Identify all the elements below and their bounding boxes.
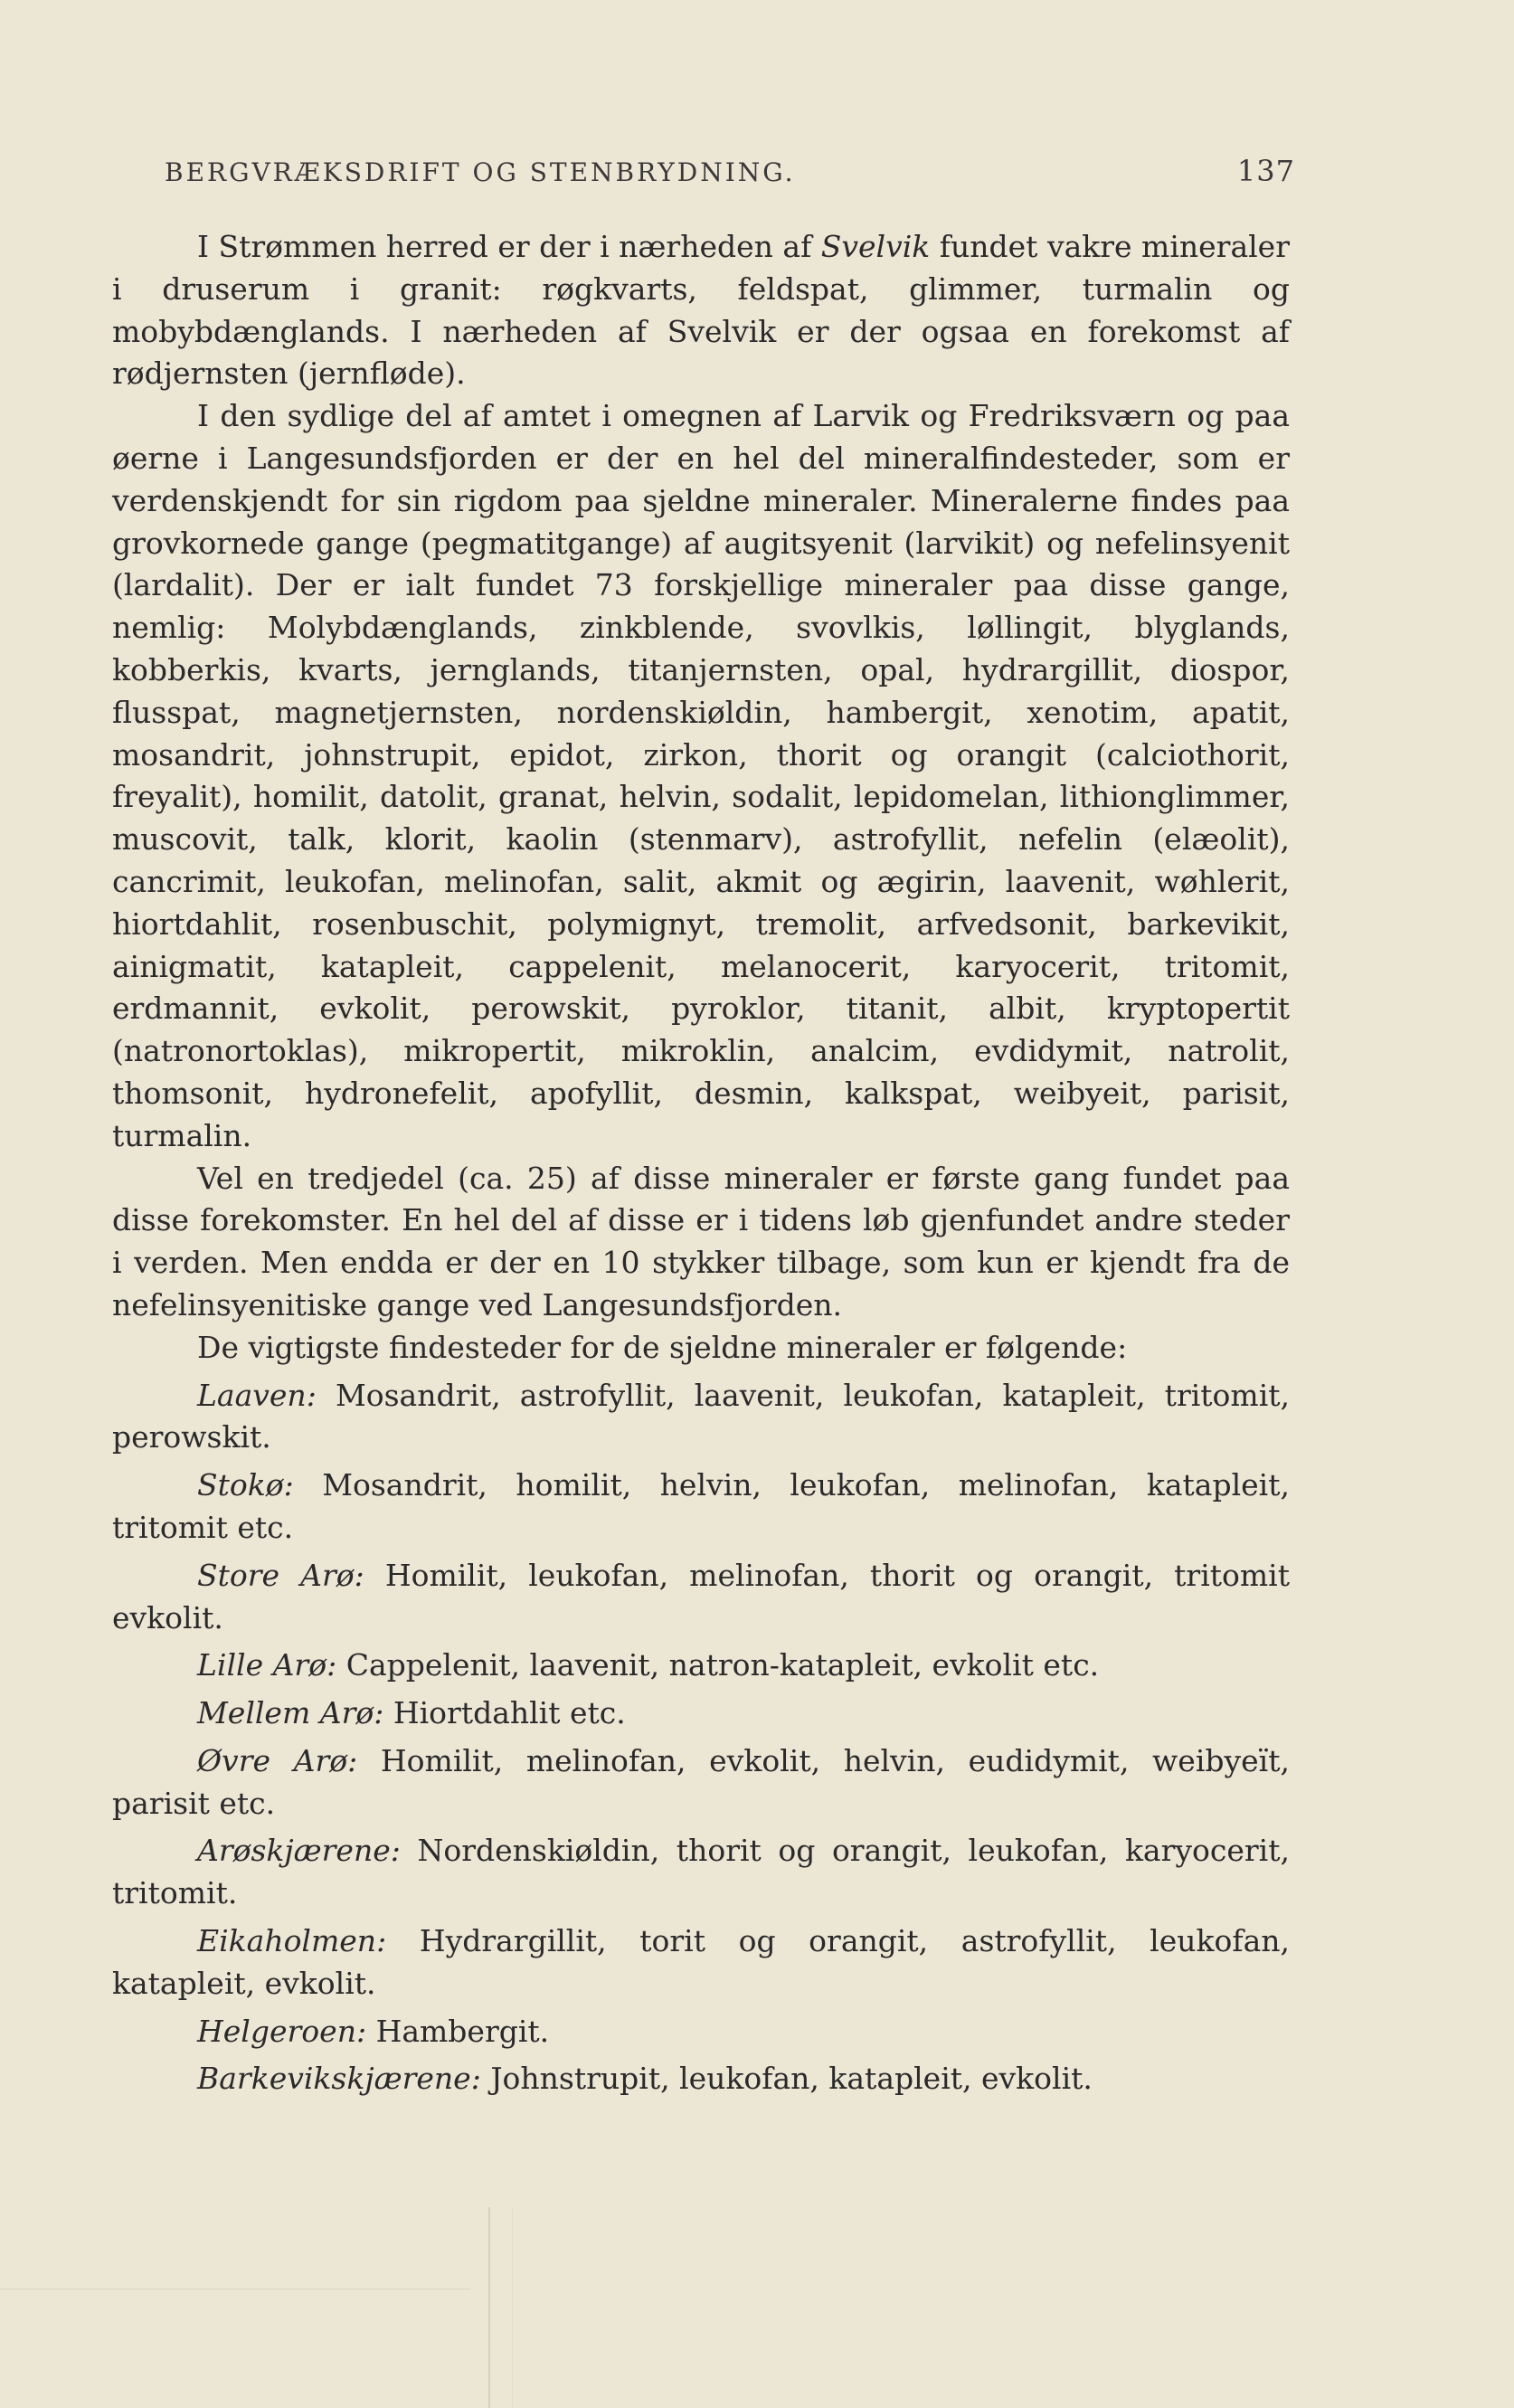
locality-minerals: Mosandrit, homilit, helvin, leukofan, melinofan, katapleit, tritomit etc.	[112, 1467, 1290, 1545]
locality-name: Arøskjærene:	[197, 1833, 401, 1869]
locality-minerals: Nordenskiøldin, thorit og orangit, leukofan, karyocerit, tritomit.	[112, 1833, 1290, 1911]
place-name: Svelvik	[820, 229, 931, 264]
locality-name: Store Arø:	[197, 1557, 364, 1593]
locality-entry	[112, 1920, 1290, 2005]
page-fold-mark	[488, 2207, 513, 2408]
locality-name: Øvre Arø:	[197, 1742, 358, 1778]
locality-minerals: Homilit, leukofan, melinofan, thorit og orangit, tritomit evkolit.	[112, 1557, 1290, 1635]
locality-entry	[112, 1645, 1290, 1687]
locality-entry	[112, 1830, 1290, 1915]
locality-name: Lille Arø:	[197, 1647, 337, 1683]
paragraph-3: Vel en tredjedel (ca. 25) af disse mineraler er første gang fundet paa disse forekomster. En hel del af disse er i tidens løb gjenfundet andre steder i verden. Men endda er der en 10 stykker tilbage, som kun er kjendt fra de nefelinsyenitiske gange ved Langesundsfjorden.	[112, 1160, 1290, 1323]
locality-minerals: Homilit, melinofan, evkolit, helvin, eudidymit, weibyeït, parisit etc.	[112, 1742, 1290, 1821]
locality-name: Eikaholmen:	[197, 1923, 387, 1959]
locality-minerals: Hambergit.	[375, 2013, 550, 2049]
locality-name: Barkevikskjærene:	[197, 2061, 481, 2097]
locality-entry	[112, 1375, 1290, 1460]
locality-name: Mellem Arø:	[197, 1695, 384, 1731]
locality-entry	[112, 1740, 1290, 1825]
locality-entry	[112, 2011, 1290, 2053]
paragraph-1: I Strømmen herred er der i nærheden af Svelvik fundet vakre mineraler i druserum i granit: røgkvarts, feldspat, glimmer, turmalin og mobybdænglands. I nærheden af Svelvik er der ogsaa en forekomst af rødjernsten (jernfløde).	[112, 229, 1290, 392]
locality-name: Helgeroen:	[197, 2013, 367, 2049]
paper-crease	[0, 2252, 470, 2289]
text-body	[112, 226, 1290, 2100]
locality-name: Stokø:	[197, 1467, 294, 1503]
paragraph-2: I den sydlige del af amtet i omegnen af Larvik og Fredriksværn og paa øerne i Langesundsfjorden er der en hel del mineralfindesteder, som er verdenskjendt for sin rigdom paa sjeldne mineraler. Mineralerne findes paa grovkornede gange (pegmatitgange) af augitsyenit (larvikit) og nefelinsyenit (lardalit). Der er ialt fundet 73 forskjellige mineraler paa disse gange, nemlig: Molybdænglands, zinkblende, svovlkis, løllingit, blyglands, kobberkis, kvarts, jernglands, titanjernsten, opal, hydrargillit, diospor, flusspat, magnetjernsten, nordenskiøldin, hambergit, xenotim, apatit, mosandrit, johnstrupit, epidot, zirkon, thorit og orangit (calciothorit, freyalit), homilit, datolit, granat, helvin, sodalit, lepidomelan, lithionglimmer, muscovit, talk, klorit, kaolin (stenmarv), astrofyllit, nefelin (elæolit), cancrimit, leukofan, melinofan, salit, akmit og ægirin, laavenit, wøhlerit, hiortdahlit, rosenbuschit, polymignyt, tremolit, arfvedsonit, barkevikit, ainigmatit, katapleit, cappelenit, melanocerit, karyocerit, tritomit, erdmannit, evkolit, perowskit, pyroklor, titanit, albit, kryptopertit (natronortoklas), mikropertit, mikroklin, analcim, evdidymit, natrolit, thomsonit, hydronefelit, apofyllit, desmin, kalkspat, weibyeit, parisit, turmalin.	[112, 398, 1290, 1153]
locality-minerals: Cappelenit, laavenit, natron-katapleit, evkolit etc.	[345, 1647, 1100, 1683]
locality-entry	[112, 2058, 1290, 2100]
locality-entry	[112, 1555, 1290, 1640]
running-title: BERGVRÆKSDRIFT OG STENBRYDNING.	[165, 157, 796, 187]
locality-minerals: Hydrargillit, torit og orangit, astrofyllit, leukofan, katapleit, evkolit.	[112, 1923, 1290, 2001]
running-header	[165, 154, 1295, 188]
locality-entry	[112, 1465, 1290, 1550]
locality-name: Laaven:	[197, 1377, 317, 1413]
locality-entry	[112, 1692, 1290, 1735]
paragraph-4: De vigtigste findesteder for de sjeldne mineraler er følgende:	[197, 1329, 1128, 1365]
locality-minerals: Hiortdahlit etc.	[393, 1695, 626, 1731]
locality-minerals: Mosandrit, astrofyllit, laavenit, leukofan, katapleit, tritomit, perowskit.	[112, 1377, 1291, 1455]
locality-minerals: Johnstrupit, leukofan, katapleit, evkolit.	[490, 2061, 1093, 2097]
page-number: 137	[1236, 154, 1295, 188]
